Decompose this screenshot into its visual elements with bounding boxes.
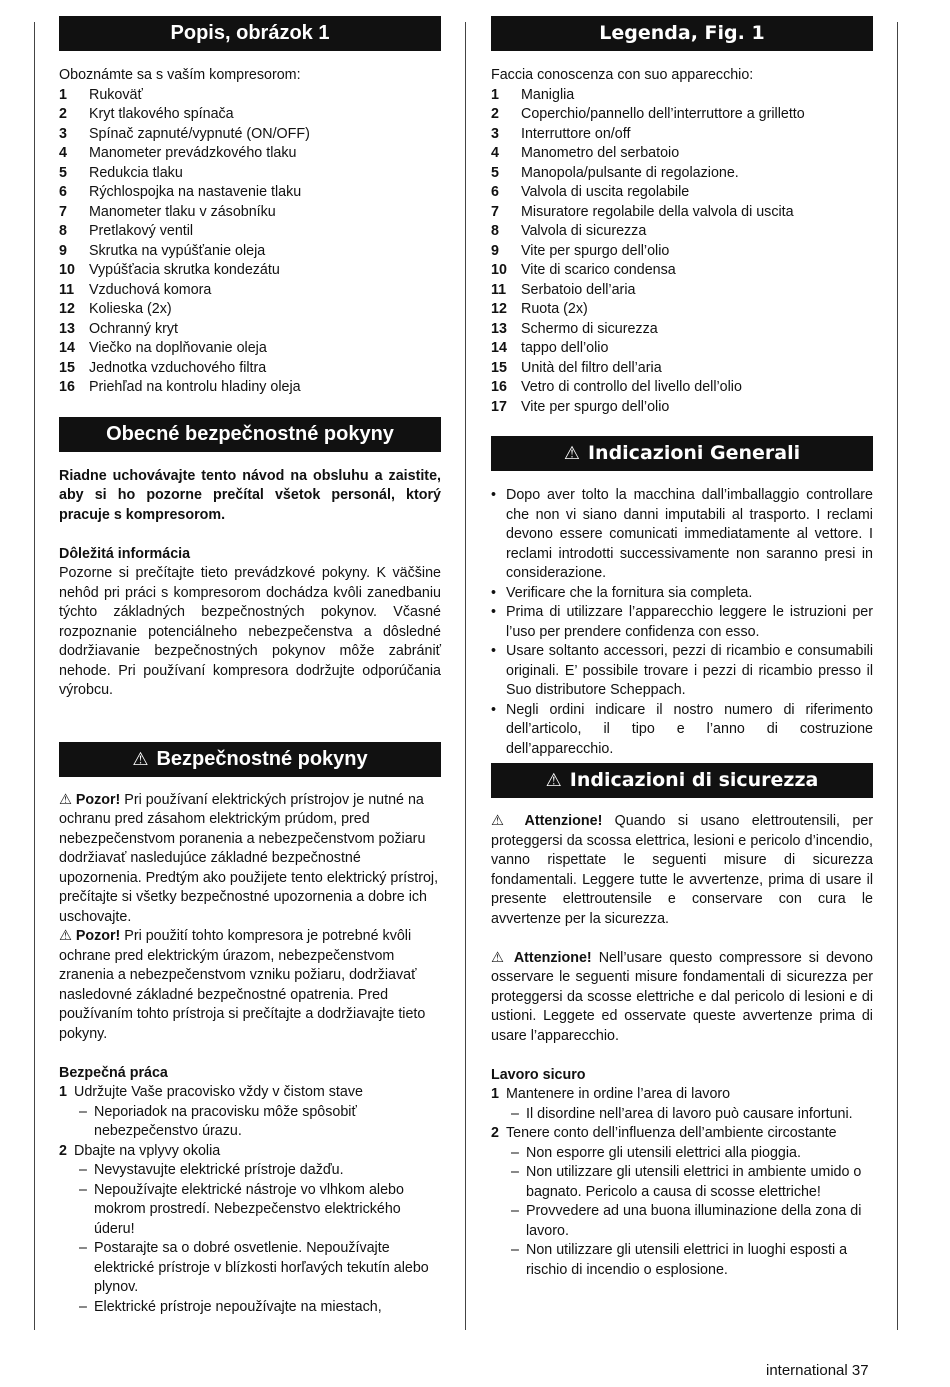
general-bullets <box>491 486 873 759</box>
warning-text: Pri použití tohto kompresora je potrebné kvôli ochrane pred elektrickým úrazom, nebezpečenstvom zranenia a nebezpečenstvom vzniku požiaru, dodržiavať nasledovné základné bezpečnostné opatrenia. Pred používaním tohto prístroja si prečítajte a dodržiavajte tieto pokyny. <box>59 928 426 1042</box>
safe-work-steps <box>491 1085 873 1280</box>
part-label: Manometro del serbatoio <box>521 145 680 161</box>
part-item <box>59 222 441 242</box>
step-subitem: – Elektrické prístroje nepoužívajte na miestach, <box>79 1298 441 1318</box>
part-item <box>59 144 441 164</box>
part-label: Unità del filtro dell’aria <box>521 359 662 376</box>
part-label: Valvola di sicurezza <box>521 223 647 239</box>
warning-label: Attenzione! <box>524 813 603 829</box>
warning-icon: ⚠ <box>59 928 72 944</box>
part-label: Misuratore regolabile della valvola di uscita <box>521 203 794 220</box>
part-item <box>491 203 873 223</box>
part-number: 9 <box>59 242 67 259</box>
part-number: 1 <box>491 86 499 103</box>
part-number: 2 <box>59 106 67 122</box>
warning-icon: ⚠ <box>132 748 149 769</box>
warning-text: Quando si usano elettroutensili, per proteggersi da scossa elettrica, lesioni e pericolo d’incendio, vanno rispettate le seguenti misure di sicurezza fondamentali. Leggere tutte le avvertenze, prima di usare il presente elettroutensile e conservare con cura le avvertenze per la sicurezza. <box>491 813 873 927</box>
warning-icon: ⚠ <box>563 443 580 464</box>
part-number: 14 <box>59 340 75 356</box>
section-heading-safety-label: Bezpečnostné pokyny <box>156 747 368 770</box>
page-footer: international 37 <box>766 1362 869 1379</box>
bullet-item: • Prima di utilizzare l’apparecchio leggere le istruzioni per l’uso per prendere confidenza con esso. <box>491 603 873 642</box>
part-item <box>491 261 873 281</box>
bullet-item: • Usare soltanto accessori, pezzi di ricambio e consumabili originali. E’ possibile trovare i pezzi di ricambio presso il Suo distributore Scheppach. <box>491 642 873 701</box>
warning-icon: ⚠ <box>491 949 507 966</box>
part-item <box>59 105 441 125</box>
right-column <box>491 16 873 1280</box>
step-heading <box>491 1085 873 1105</box>
safe-work-steps <box>59 1083 441 1317</box>
step-subitem: – Nepoužívajte elektrické nástroje vo vlhkom alebo mokrom prostredí. Nebezpečenstvo elektrického úderu! <box>79 1181 441 1240</box>
part-label: Rýchlospojka na nastavenie tlaku <box>89 184 302 200</box>
step-heading <box>59 1083 441 1103</box>
step-number: 1 <box>491 1086 499 1102</box>
part-label: Maniglia <box>521 86 575 103</box>
warning-paragraph-2 <box>491 949 873 1047</box>
warning-paragraph-1 <box>491 812 873 929</box>
part-number: 14 <box>491 340 507 356</box>
part-item <box>491 359 873 379</box>
part-label: tappo dell’olio <box>521 340 609 356</box>
column-rule-right <box>897 22 898 1330</box>
part-item <box>59 203 441 223</box>
part-item <box>491 242 873 262</box>
part-number: 15 <box>491 359 507 376</box>
part-number: 13 <box>59 320 75 337</box>
step-subitem: – Non utilizzare gli utensili elettrici in luoghi esposti a rischio di incendio o esplosione. <box>511 1241 873 1280</box>
part-number: 16 <box>491 379 507 395</box>
warning-label: Pozor! <box>75 791 121 808</box>
warning-paragraph-2 <box>59 927 441 1044</box>
part-item <box>59 242 441 262</box>
part-label: Ruota (2x) <box>521 301 588 317</box>
step-heading <box>59 1142 441 1162</box>
safe-work-title: Lavoro sicuro <box>491 1066 586 1083</box>
part-label: Vzduchová komora <box>89 281 212 298</box>
column-rule-middle <box>465 22 466 1330</box>
warning-icon: ⚠ <box>545 770 562 791</box>
part-label: Coperchio/pannello dell’interruttore a grilletto <box>521 106 805 122</box>
part-number: 4 <box>491 145 499 161</box>
part-item <box>59 164 441 184</box>
part-item <box>491 320 873 340</box>
part-item <box>491 144 873 164</box>
part-number: 5 <box>59 164 67 181</box>
part-item <box>491 339 873 359</box>
warning-icon: ⚠ <box>59 791 72 808</box>
part-number: 9 <box>491 242 499 259</box>
parts-list <box>491 86 873 418</box>
part-item <box>491 105 873 125</box>
step-text: Mantenere in ordine l’area di lavoro <box>506 1086 731 1102</box>
part-label: Kolieska (2x) <box>89 301 172 317</box>
step-number: 2 <box>491 1125 499 1141</box>
safe-work-title: Bezpečná práca <box>59 1064 168 1081</box>
section-heading-general <box>491 436 873 471</box>
part-label: Manometer prevádzkového tlaku <box>89 145 297 161</box>
part-label: Vypúšťacia skrutka kondezátu <box>89 262 280 278</box>
step-item <box>59 1083 441 1142</box>
step-sublist <box>491 1144 873 1281</box>
part-item <box>59 300 441 320</box>
warning-paragraph-1 <box>59 791 441 928</box>
part-number: 17 <box>491 398 507 415</box>
step-number: 2 <box>59 1142 67 1159</box>
part-number: 8 <box>59 223 67 239</box>
part-item <box>491 398 873 418</box>
part-label: Manometer tlaku v zásobníku <box>89 203 276 220</box>
part-item <box>491 378 873 398</box>
part-number: 7 <box>491 203 499 220</box>
part-number: 10 <box>59 262 75 278</box>
section-heading-safety <box>59 742 441 777</box>
part-item <box>59 125 441 145</box>
part-item <box>59 281 441 301</box>
info-title: Dôležitá informácia <box>59 545 191 562</box>
step-number: 1 <box>59 1084 67 1100</box>
part-number: 15 <box>59 359 75 376</box>
part-item <box>59 183 441 203</box>
part-item <box>59 378 441 398</box>
part-number: 12 <box>491 301 507 317</box>
part-label: Skrutka na vypúšťanie oleja <box>89 242 266 259</box>
part-item <box>59 86 441 106</box>
part-number: 1 <box>59 86 67 103</box>
warning-label: Pozor! <box>75 928 121 944</box>
bullet-item: • Dopo aver tolto la macchina dall’imballaggio controllare che non vi siano danni imputabili al trasporto. I reclami devono essere comunicati immediatamente al vettore. I reclami introdotti successivamente non saranno presi in considerazione. <box>491 486 873 584</box>
part-item <box>491 125 873 145</box>
part-label: Valvola di uscita regolabile <box>521 184 690 200</box>
part-number: 16 <box>59 379 75 395</box>
part-item <box>491 183 873 203</box>
part-item <box>59 359 441 379</box>
part-label: Redukcia tlaku <box>89 164 183 181</box>
part-item <box>491 300 873 320</box>
part-label: Rukoväť <box>89 86 143 103</box>
part-number: 3 <box>491 125 499 142</box>
part-number: 6 <box>491 184 499 200</box>
part-number: 13 <box>491 320 507 337</box>
left-column <box>59 16 441 1317</box>
step-text: Udržujte Vaše pracovisko vždy v čistom stave <box>74 1084 363 1100</box>
parts-intro: Faccia conoscenza con suo apparecchio: <box>491 67 754 83</box>
part-number: 11 <box>59 281 75 298</box>
part-number: 7 <box>59 203 67 220</box>
part-number: 12 <box>59 301 75 317</box>
section-heading-general-safety: Obecné bezpečnostné pokyny <box>59 417 441 452</box>
part-item <box>491 222 873 242</box>
section-heading-general-label: Indicazioni Generali <box>587 442 801 464</box>
part-item <box>491 164 873 184</box>
part-label: Schermo di sicurezza <box>521 320 658 337</box>
parts-list <box>59 86 441 398</box>
bold-intro: Riadne uchovávajte tento návod na obsluhu a zaistite, aby si ho pozorne prečítal všetok personál, ktorý pracuje s kompresorom. <box>59 467 441 523</box>
step-text: Dbajte na vplyvy okolia <box>74 1142 221 1159</box>
part-number: 4 <box>59 145 67 161</box>
part-label: Serbatoio dell’aria <box>521 281 636 298</box>
part-label: Vite per spurgo dell’olio <box>521 242 670 259</box>
part-label: Vite di scarico condensa <box>521 262 676 278</box>
bullet-item: • Negli ordini indicare il nostro numero di riferimento dell’articolo, il tipo e l’anno di costruzione dell’apparecchio. <box>491 701 873 760</box>
part-number: 6 <box>59 184 67 200</box>
step-sublist <box>59 1103 441 1142</box>
part-label: Kryt tlakového spínača <box>89 106 234 122</box>
part-label: Pretlakový ventil <box>89 223 194 239</box>
part-label: Vite per spurgo dell’olio <box>521 398 670 415</box>
step-heading <box>491 1124 873 1144</box>
column-rule-left <box>34 22 35 1330</box>
part-number: 11 <box>491 281 507 298</box>
step-text: Tenere conto dell’influenza dell’ambiente circostante <box>506 1125 837 1141</box>
part-item <box>59 320 441 340</box>
part-label: Ochranný kryt <box>89 320 178 337</box>
part-number: 2 <box>491 106 499 122</box>
part-label: Manopola/pulsante di regolazione. <box>521 164 739 181</box>
step-subitem: – Neporiadok na pracovisku môže spôsobiť nebezpečenstvo úrazu. <box>79 1103 441 1142</box>
part-label: Viečko na doplňovanie oleja <box>89 340 267 356</box>
section-heading-legend: Legenda, Fig. 1 <box>491 16 873 51</box>
step-sublist <box>59 1161 441 1317</box>
step-subitem: – Provvedere ad una buona illuminazione della zona di lavoro. <box>511 1202 873 1241</box>
part-label: Spínač zapnuté/vypnuté (ON/OFF) <box>89 125 310 142</box>
step-item <box>491 1124 873 1280</box>
warning-icon: ⚠ <box>491 813 513 829</box>
part-label: Jednotka vzduchového filtra <box>89 359 267 376</box>
part-item <box>59 339 441 359</box>
section-heading-safety-label: Indicazioni di sicurezza <box>569 769 819 791</box>
step-subitem: – Postarajte sa o dobré osvetlenie. Nepoužívajte elektrické prístroje v blízkosti horľavých tekutín alebo plynov. <box>79 1239 441 1298</box>
warning-label: Attenzione! <box>513 949 592 966</box>
part-label: Interruttore on/off <box>521 125 631 142</box>
part-number: 10 <box>491 262 507 278</box>
step-subitem: – Non utilizzare gli utensili elettrici in ambiente umido o bagnato. Pericolo a causa di scosse elettriche! <box>511 1163 873 1202</box>
part-label: Vetro di controllo del livello dell’olio <box>521 379 742 395</box>
part-number: 3 <box>59 125 67 142</box>
step-item <box>491 1085 873 1124</box>
section-heading-safety <box>491 763 873 798</box>
part-item <box>491 281 873 301</box>
step-item <box>59 1142 441 1318</box>
part-number: 5 <box>491 164 499 181</box>
section-heading-description: Popis, obrázok 1 <box>59 16 441 51</box>
bullet-item: • Verificare che la fornitura sia completa. <box>491 584 873 604</box>
step-sublist <box>491 1105 873 1125</box>
info-text: Pozorne si prečítajte tieto prevádzkové pokyny. K väčšine nehôd pri práci s kompresorom dochádza kvôli zanedbaniu týchto základných bezpečnostných pokynov. Včasné rozpoznanie potenciálneho nebezpečenstva a dôsledné dodržiavanie bezpečnostných pokynov môže zabrániť nehode. Pri používaní kompresora dodržujte odporúčania výrobcu. <box>59 565 441 698</box>
part-number: 8 <box>491 223 499 239</box>
part-label: Priehľad na kontrolu hladiny oleja <box>89 379 301 395</box>
step-subitem: – Nevystavujte elektrické prístroje dažďu. <box>79 1161 441 1181</box>
warning-text: Nell’usare questo compressore si devono osservare le seguenti misure fondamentali di sicurezza per proteggersi da scosse elettriche e dal pericolo di lesioni e di ustioni. Leggete ed osservate queste avvertenze prima di usare l’apparecchio. <box>491 949 873 1044</box>
parts-intro: Oboznámte sa s vaším kompresorom: <box>59 67 301 83</box>
part-item <box>59 261 441 281</box>
warning-text: Pri používaní elektrických prístrojov je nutné na ochranu pred zásahom elektrickým prúdom, pred nebezpečenstvom poranenia a nebezpečenstvom požiaru dodržiavať nasledujúce základné bezpečnostné upozornenia. Predtým ako použijete tento elektrický prístroj, prečítajte si všetky bezpečnostné upozornenia a dobre ich uschovajte. <box>59 791 439 925</box>
step-subitem: – Il disordine nell’area di lavoro può causare infortuni. <box>511 1105 873 1125</box>
part-item <box>491 86 873 106</box>
step-subitem: – Non esporre gli utensili elettrici alla pioggia. <box>511 1144 873 1164</box>
